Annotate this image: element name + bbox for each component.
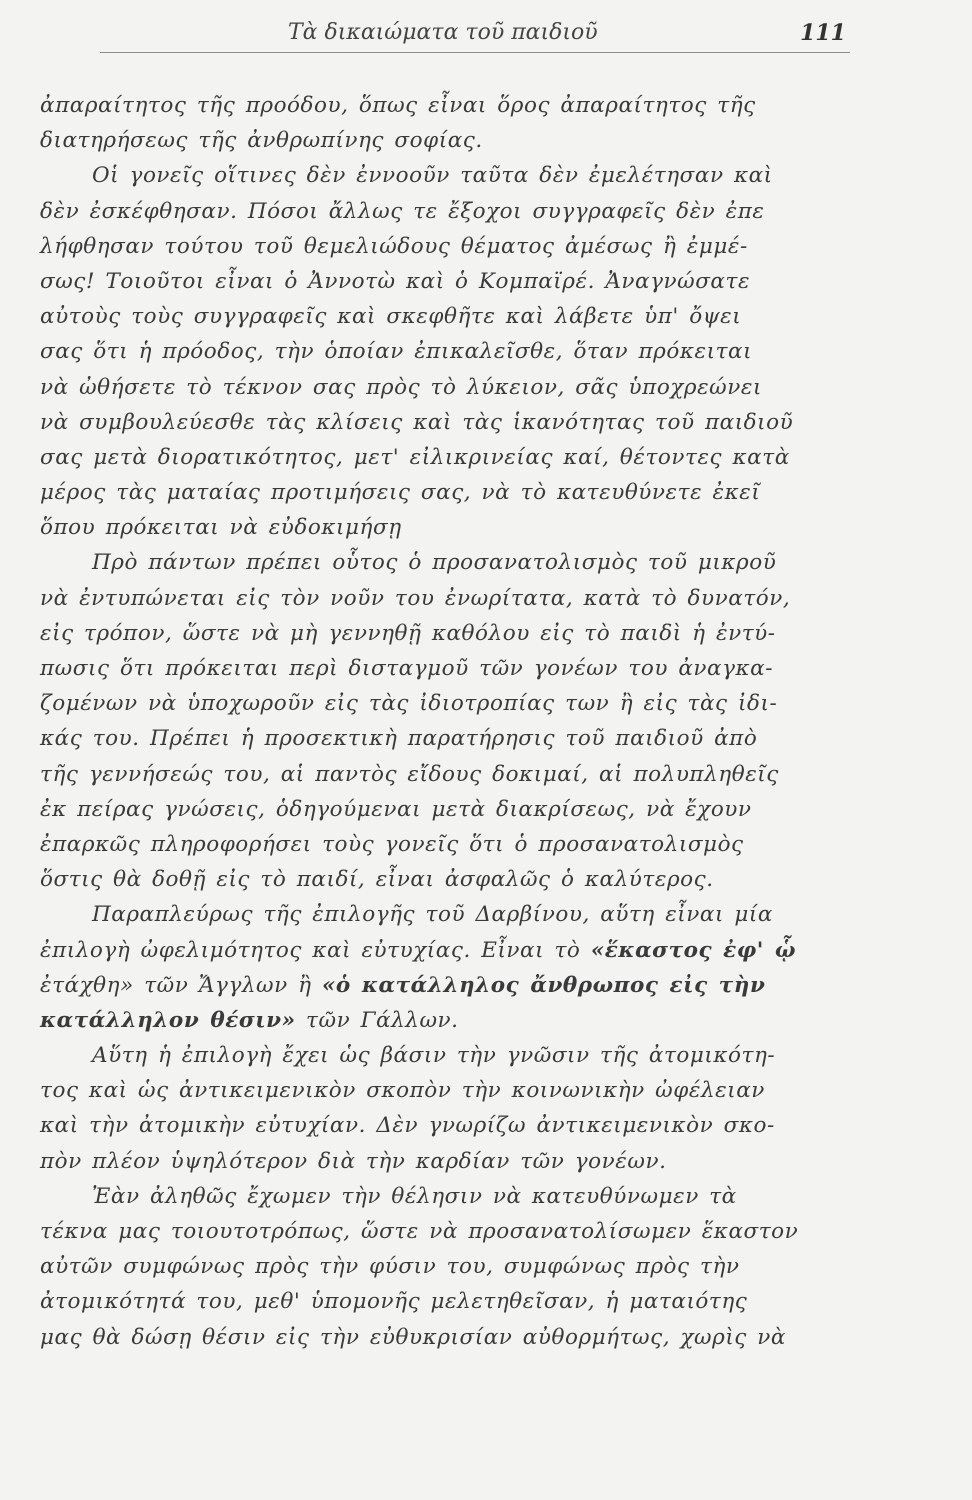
text-line: μας θὰ δώσῃ θέσιν εἰς τὴν εὐθυκρισίαν αὐθορμήτως, χωρὶς νὰ bbox=[40, 1324, 786, 1350]
text-line: τέκνα μας τοιουτοτρόπως, ὥστε νὰ προσανατολίσωμεν ἕκαστον bbox=[40, 1219, 799, 1244]
text-line: ἐτάχθη» τῶν Ἄγγλων ἢ «ὁ κατάλληλος ἄνθρωπος εἰς τὴν bbox=[40, 972, 766, 998]
text-line: Πρὸ πάντων πρέπει οὗτος ὁ προσανατολισμὸς τοῦ μικροῦ bbox=[92, 550, 777, 576]
text-line: ἐκ πείρας γνώσεις, ὁδηγούμεναι μετὰ διακρίσεως, νὰ ἔχουν bbox=[40, 796, 752, 822]
text-line: αὐτοὺς τοὺς συγγραφεῖς καὶ σκεφθῆτε καὶ λάβετε ὑπ' ὄψει bbox=[40, 304, 742, 330]
text-line: εἰς τρόπον, ὥστε νὰ μὴ γεννηθῇ καθόλου εἰς τὸ παιδὶ ἡ ἐντύ- bbox=[40, 620, 776, 646]
emphasized-phrase: «ἕκαστος ἐφ' ᾧ bbox=[590, 937, 796, 963]
page-number: 111 bbox=[800, 20, 846, 46]
text-line: λήφθησαν τούτου τοῦ θεμελιώδους θέματος ἀμέσως ἢ ἐμμέ- bbox=[40, 233, 748, 259]
text-line: Οἱ γονεῖς οἵτινες δὲν ἐννοοῦν ταῦτα δὲν ἐμελέτησαν καὶ bbox=[92, 163, 773, 189]
text-line: σας ὅτι ἡ πρόοδος, τὴν ὁποίαν ἐπικαλεῖσθε, ὅταν πρόκειται bbox=[40, 339, 753, 365]
text-line: ἀτομικότητά του, μεθ' ὑπομονῆς μελετηθεῖσαν, ἡ ματαιότης bbox=[40, 1289, 748, 1315]
text-line: Ἐὰν ἀληθῶς ἔχωμεν τὴν θέλησιν νὰ κατευθύνωμεν τὰ bbox=[92, 1183, 737, 1209]
text-line: διατηρήσεως τῆς ἀνθρωπίνης σοφίας. bbox=[40, 128, 483, 154]
running-title: Τὰ δικαιώματα τοῦ παιδιοῦ bbox=[288, 20, 598, 45]
text-line: κατάλληλον θέσιν» τῶν Γάλλων. bbox=[40, 1007, 459, 1033]
page-header bbox=[100, 18, 850, 53]
text-line: τος καὶ ὡς ἀντικειμενικὸν σκοπὸν τὴν κοινωνικὴν ὠφέλειαν bbox=[40, 1078, 765, 1104]
text-line: καὶ τὴν ἀτομικὴν εὐτυχίαν. Δὲν γνωρίζω ἀντικειμενικὸν σκο- bbox=[40, 1113, 775, 1139]
text-line: ἐπαρκῶς πληροφορήσει τοὺς γονεῖς ὅτι ὁ προσανατολισμὸς bbox=[40, 831, 744, 857]
text-line: πὸν πλέον ὑψηλότερον διὰ τὴν καρδίαν τῶν γονέων. bbox=[40, 1148, 667, 1174]
text-line: ἐπιλογὴ ὠφελιμότητος καὶ εὐτυχίας. Εἶναι τὸ «ἕκαστος ἐφ' ᾧ bbox=[40, 937, 796, 963]
text-line: σας μετὰ διορατικότητος, μετ' εἰλικρινείας καί, θέτοντες κατὰ bbox=[40, 444, 790, 470]
text-line: ἀπαραίτητος τῆς προόδου, ὅπως εἶναι ὅρος ἀπαραίτητος τῆς bbox=[40, 93, 756, 118]
text-line: μέρος τὰς ματαίας προτιμήσεις σας, νὰ τὸ κατευθύνετε ἐκεῖ bbox=[40, 480, 761, 506]
text-line: ὅστις θὰ δοθῇ εἰς τὸ παιδί, εἶναι ἀσφαλῶς ὁ καλύτερος. bbox=[40, 867, 714, 893]
text-line: νὰ συμβουλεύεσθε τὰς κλίσεις καὶ τὰς ἱκανότητας τοῦ παιδιοῦ bbox=[40, 409, 794, 435]
text-line: αὐτῶν συμφώνως πρὸς τὴν φύσιν του, συμφώνως πρὸς τὴν bbox=[40, 1254, 740, 1280]
text-line: σως! Τοιοῦτοι εἶναι ὁ Ἀννοτὼ καὶ ὁ Κομπαϊρέ. Ἀναγνώσατε bbox=[40, 268, 751, 294]
emphasized-phrase: κατάλληλον θέσιν» bbox=[40, 1007, 296, 1033]
text-line: δὲν ἐσκέφθησαν. Πόσοι ἄλλως τε ἔξοχοι συγγραφεῖς δὲν ἐπε bbox=[40, 198, 765, 224]
body-text bbox=[40, 88, 848, 1355]
text-line: νὰ ὠθήσετε τὸ τέκνον σας πρὸς τὸ λύκειον, σᾶς ὑποχρεώνει bbox=[40, 374, 762, 400]
emphasized-phrase: «ὁ κατάλληλος ἄνθρωπος εἰς τὴν bbox=[321, 972, 766, 998]
text-line: ζομένων νὰ ὑποχωροῦν εἰς τὰς ἰδιοτροπίας των ἢ εἰς τὰς ἰδι- bbox=[40, 691, 778, 717]
text-line: νὰ ἐντυπώνεται εἰς τὸν νοῦν του ἐνωρίτατα, κατὰ τὸ δυνατόν, bbox=[40, 585, 791, 611]
text-line: Αὕτη ἡ ἐπιλογὴ ἔχει ὡς βάσιν τὴν γνῶσιν τῆς ἀτομικότη- bbox=[92, 1043, 776, 1069]
text-line: πωσις ὅτι πρόκειται περὶ δισταγμοῦ τῶν γονέων του ἀναγκα- bbox=[40, 656, 774, 681]
text-line: κάς του. Πρέπει ἡ προσεκτικὴ παρατήρησις τοῦ παιδιοῦ ἀπὸ bbox=[40, 726, 758, 752]
text-line: Παραπλεύρως τῆς ἐπιλογῆς τοῦ Δαρβίνου, αὕτη εἶναι μία bbox=[92, 902, 773, 928]
text-line: ὅπου πρόκειται νὰ εὐδοκιμήσῃ bbox=[40, 515, 402, 541]
text-line: τῆς γεννήσεώς του, αἱ παντὸς εἴδους δοκιμαί, αἱ πολυπληθεῖς bbox=[40, 761, 779, 787]
